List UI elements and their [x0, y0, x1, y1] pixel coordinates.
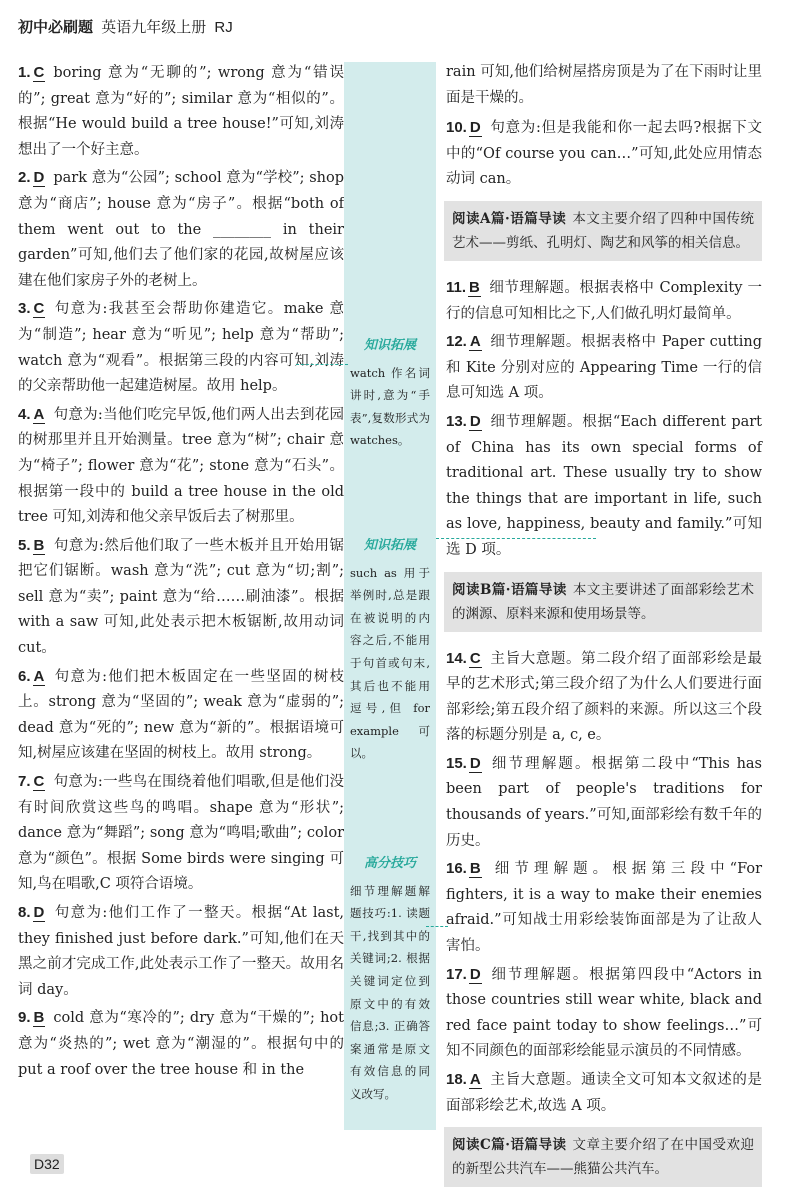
answer-item-3 [18, 296, 344, 399]
explanation-text: 细节理解题。根据表格中 Paper cutting 和 Kite 分别对应的 Appearing Time 一行的信息可知选 A 项。 [446, 334, 762, 402]
answer-letter: A [469, 1071, 481, 1088]
answer-item-8 [18, 900, 344, 1003]
book-title: 初中必刷题 [18, 19, 94, 36]
item-number: 7. [18, 773, 31, 791]
answer-item-10 [446, 115, 762, 193]
item-number: 12. [446, 333, 467, 351]
explanation-text: 句意为:我甚至会帮助你建造它。make 意为“制造”; hear 意为“听见”; help 意为“帮助”; watch 意为“观看”。根据第三段的内容可知,刘涛的父亲帮助他一起建造树屋。故用 help。 [18, 301, 344, 395]
reading-guide-a [444, 201, 762, 261]
answer-letter: D [469, 965, 481, 983]
explanation-text: 细节理解题。根据第四段中“Actors in those countries still wear white, black and red face paint today to show feelings…”可知不同颜色的面部彩绘能显示演员的不同情感。 [446, 966, 762, 1060]
item-number: 10. [446, 119, 467, 137]
page-number: D32 [30, 1154, 64, 1174]
item-number: 1. [18, 64, 31, 81]
answer-item-11 [446, 275, 762, 327]
answer-item-18 [446, 1067, 762, 1119]
continuation-text: rain 可知,他们给树屋搭房顶是为了在下雨时让里面是干燥的。 [446, 64, 762, 106]
answer-item-16 [446, 856, 762, 959]
guide-text: 本文主要介绍了四种中国传统艺术——剪纸、孔明灯、陶艺和风筝的相关信息。 [452, 210, 754, 251]
answer-letter: C [33, 300, 45, 318]
item-number: 16. [446, 860, 467, 878]
book-subject: 英语九年级上册 [101, 19, 207, 36]
answer-item-7 [18, 769, 344, 898]
side-note-text: such as 用于举例时,总是跟在被说明的内容之后,不能用于句首或句末,其后也不能用逗号,但 for example 可以。 [350, 565, 430, 761]
side-note-such-as [344, 528, 436, 765]
explanation-text: 主旨大意题。通读全文可知本文叙述的是面部彩绘艺术,故选 A 项。 [446, 1072, 762, 1114]
answer-letter: B [469, 278, 480, 296]
answer-letter: C [469, 649, 481, 667]
answer-letter: A [33, 667, 45, 685]
guide-text: 本文主要讲述了面部彩绘艺术的渊源、原料来源和使用场景等。 [452, 581, 754, 622]
explanation-text: 句意为:他们工作了一整天。根据“At last, they finished just before dark.”可知,他们在天黑之前才完成工作,此处表示工作了一整天。故用名词 day。 [18, 905, 344, 998]
side-note-text: 细节理解题解题技巧:1. 读题干,找到其中的关键词;2. 根据关键词定位到原文中的有效信息;3. 正确答案通常是原文有效信息的同义改写。 [350, 883, 430, 1101]
item-number: 3. [18, 300, 31, 318]
explanation-text: 句意为:然后他们取了一些木板并且开始用锯把它们锯断。wash 意为“洗”; cut 意为“切;割”; sell 意为“卖”; paint 意为“给……刷油漆”。根据 with a saw 可知,此处表示把木板锯断,故用动词 cut。 [18, 537, 344, 657]
explanation-text: 细节理解题。根据第二段中“This has been part of people's traditions for thousands of years.”可知,面部彩绘有数千年的历史。 [446, 755, 762, 849]
left-column [18, 60, 344, 1085]
side-note-title: 高分技巧 [363, 855, 416, 870]
item-number: 11. [446, 278, 467, 296]
explanation-text: 句意为:但是我能和你一起去吗?根据下文中的“Of course you can…”可知,此处应用情态动词 can。 [446, 120, 762, 188]
reading-guide-b [444, 572, 762, 632]
answer-item-5 [18, 533, 344, 662]
link-arrow-watch [296, 364, 348, 365]
answer-letter: D [33, 169, 45, 187]
item-number: 13. [446, 412, 467, 430]
explanation-text: 主旨大意题。第二段介绍了面部彩绘是最早的艺术形式;第三段介绍了为什么人们要进行面部彩绘;第五段介绍了颜料的来源。所以这三个段落的标题分别是 a, c, e。 [446, 650, 762, 744]
answer-item-17 [446, 962, 762, 1065]
answer-letter: B [469, 860, 481, 878]
link-arrow-tips [426, 926, 448, 927]
answer-item-15 [446, 751, 762, 854]
answer-item-12 [446, 329, 762, 407]
answer-item-14 [446, 646, 762, 749]
answer-letter: C [33, 773, 45, 791]
item-number: 15. [446, 754, 467, 772]
item-number: 18. [446, 1071, 467, 1088]
item-number: 14. [446, 649, 467, 667]
explanation-text: boring 意为“无聊的”; wrong 意为“错误的”; great 意为“好的”; similar 意为“相似的”。根据“He would build a tree house!”可知,刘涛想出了一个好主意。 [18, 65, 344, 158]
answer-letter: A [33, 405, 45, 423]
side-note-text: watch 作名词讲时,意为“手表”,复数形式为 watches。 [350, 365, 430, 448]
item-number: 9. [18, 1009, 31, 1027]
guide-tag: 阅读C篇·语篇导读 [452, 1137, 567, 1154]
side-note-tips [344, 846, 436, 1106]
sidebar-notes [344, 62, 436, 1130]
side-note-title: 知识拓展 [363, 537, 416, 552]
answer-item-13 [446, 409, 762, 564]
answer-item-1 [18, 60, 344, 163]
answer-letter: C [33, 64, 45, 81]
explanation-text: 句意为:他们把木板固定在一些坚固的树枝上。strong 意为“坚固的”; weak 意为“虚弱的”; dead 意为“死的”; new 意为“新的”。根据语境可知,树屋应该建在坚固的树枝上。故用 strong。 [18, 668, 344, 762]
item-number: 4. [18, 405, 31, 423]
answer-item-9 [18, 1005, 344, 1083]
answer-letter: B [33, 536, 45, 554]
explanation-text: 句意为:一些鸟在围绕着他们唱歌,但是他们没有时间欣赏这些鸟的鸣唱。shape 意为“形状”; dance 意为“舞蹈”; song 意为“鸣唱;歌曲”; color 意为“颜色”。根据 Some birds were singing 可知,鸟在唱歌,C 项符合语境。 [18, 774, 344, 893]
item-number: 17. [446, 965, 467, 983]
explanation-text: 句意为:当他们吃完早饭,他们两人出去到花园的树那里并且开始测量。tree 意为“树”; chair 意为“椅子”; flower 意为“花”; stone 意为“石头”。根据第一段中的 build a tree house in the old tree 可知,刘涛和他父亲早饭后去了树那里。 [18, 406, 344, 526]
answer-letter: D [469, 412, 481, 430]
book-edition: RJ [214, 19, 233, 36]
item-number: 2. [18, 169, 31, 187]
item-number: 5. [18, 536, 31, 554]
side-note-watch [344, 328, 436, 452]
guide-tag: 阅读B篇·语篇导读 [452, 581, 567, 598]
explanation-text: 细节理解题。根据表格中 Complexity 一行的信息可知相比之下,人们做孔明灯最简单。 [446, 279, 762, 322]
page-header [18, 16, 233, 37]
answer-item-4 [18, 402, 344, 531]
item-number: 6. [18, 667, 31, 685]
explanation-text: 细节理解题。根据“Each different part of China has its own special forms of traditional art. These usually try to show the things that are important in life, such as love, happiness, beauty and family.”可知选 D 项。 [446, 413, 762, 558]
answer-letter: D [469, 119, 481, 137]
answer-item-6 [18, 664, 344, 767]
reading-guide-c [444, 1127, 762, 1187]
answer-letter: D [469, 754, 481, 772]
answer-item-2 [18, 165, 344, 294]
item-number: 8. [18, 904, 31, 921]
explanation-text: cold 意为“寒冷的”; dry 意为“干燥的”; hot 意为“炎热的”; wet 意为“潮湿的”。根据句中的 put a roof over the tree house 和 in the [18, 1010, 344, 1078]
right-column [446, 60, 762, 1201]
side-note-title: 知识拓展 [363, 337, 416, 352]
explanation-text: park 意为“公园”; school 意为“学校”; shop 意为“商店”; house 意为“房子”。根据“both of them went out to the ________ in their garden”可知,他们去了他们家的花园,故树屋应该建在他们家房子外的老树上。 [18, 170, 344, 289]
guide-tag: 阅读A篇·语篇导读 [452, 210, 567, 227]
answer-letter: A [469, 333, 481, 351]
answer-letter: B [33, 1009, 45, 1027]
guide-text: 文章主要介绍了在中国受欢迎的新型公共汽车——熊猫公共汽车。 [452, 1137, 754, 1178]
answer-letter: D [33, 904, 45, 921]
explanation-text: 细节理解题。根据第三段中“For fighters, it is a way to make their enemies afraid.”可知战士用彩绘装饰面部是为了让敌人害怕。 [446, 861, 762, 955]
